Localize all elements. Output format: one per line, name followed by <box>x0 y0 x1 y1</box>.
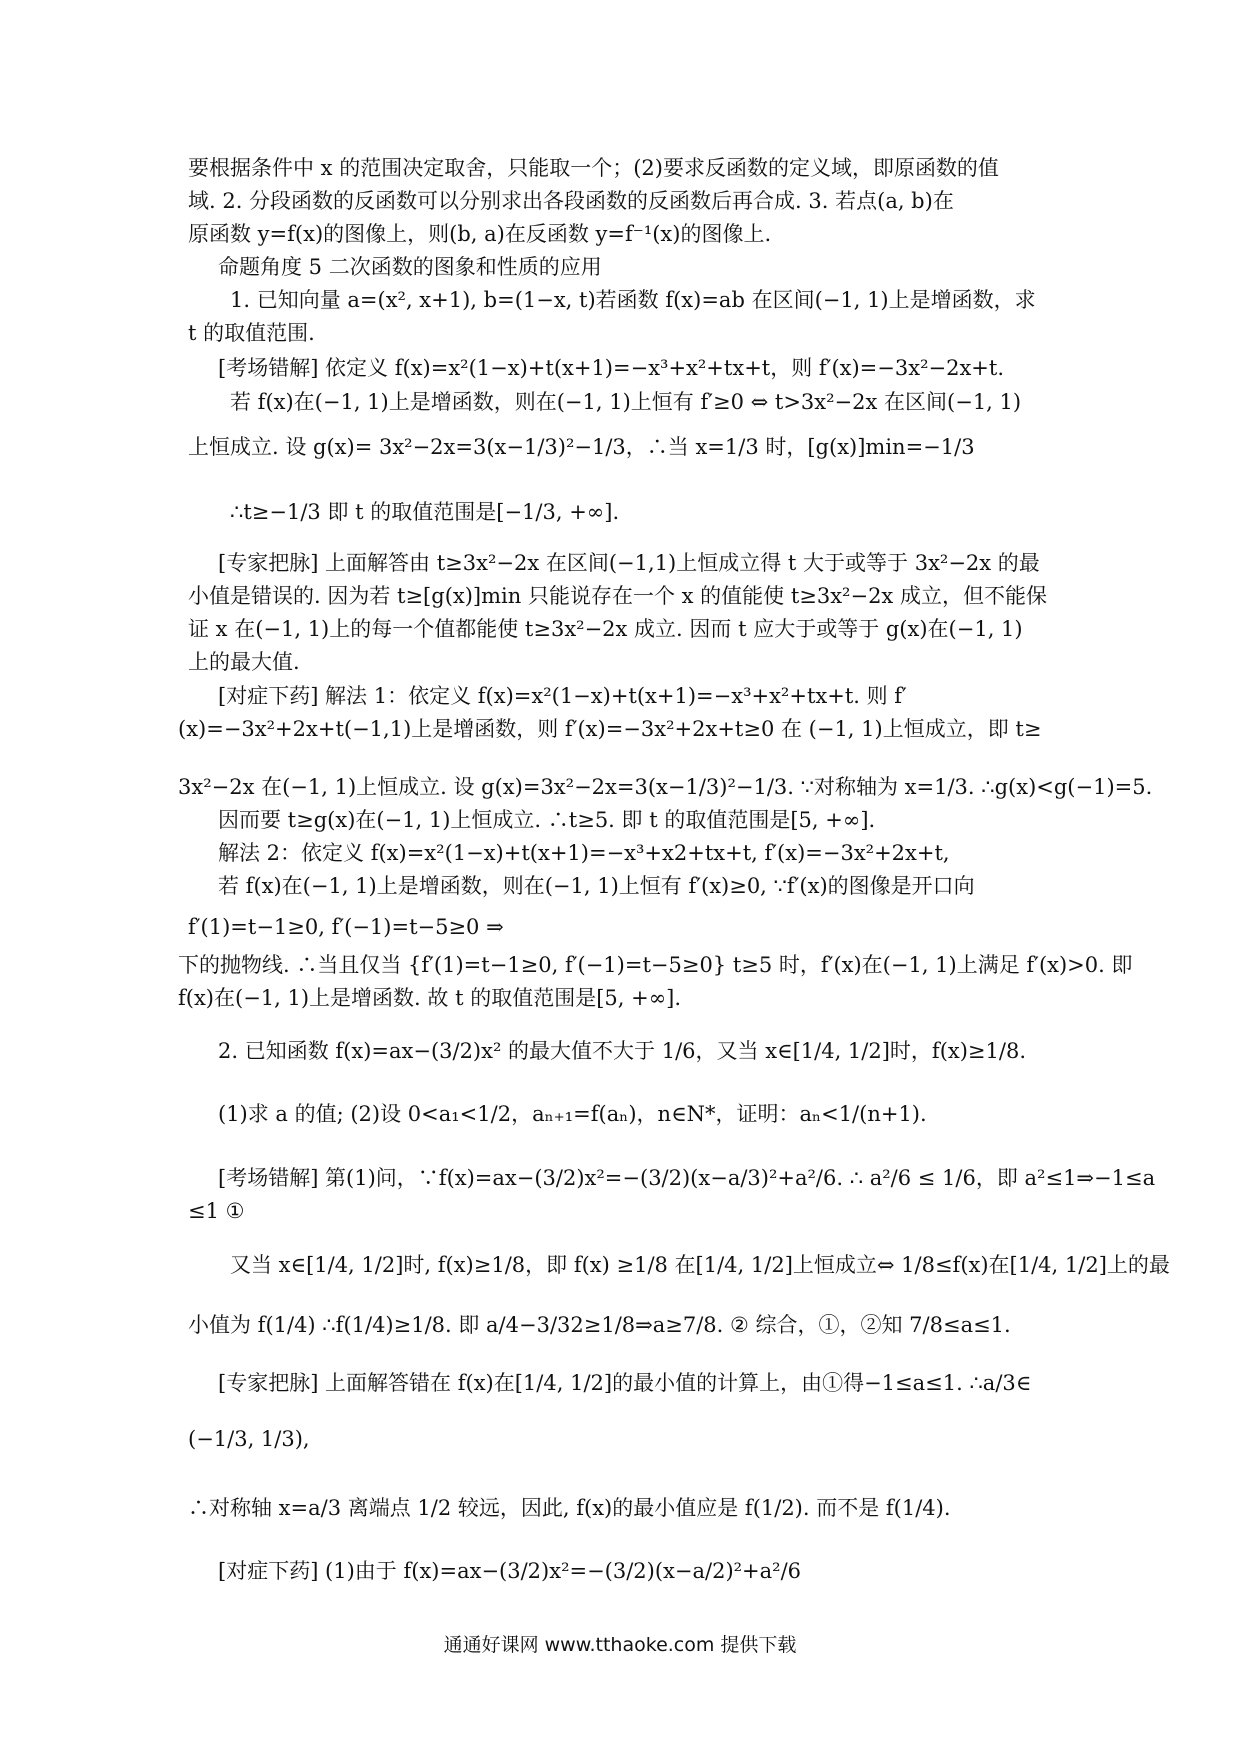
text-line: 域. 2. 分段函数的反函数可以分别求出各段函数的反函数后再合成. 3. 若点(a, b)在 <box>188 189 954 213</box>
text-line: 原函数 y=f(x)的图像上，则(b, a)在反函数 y=f⁻¹(x)的图像上. <box>188 222 772 246</box>
text-line: 命题角度 5 二次函数的图象和性质的应用 <box>218 255 602 279</box>
text-line: 若 f(x)在(−1, 1)上是增函数，则在(−1, 1)上恒有 f′≥0 ⇔ t>3x²−2x 在区间(−1, 1) <box>230 390 1022 414</box>
text-line: f(x)在(−1, 1)上是增函数. 故 t 的取值范围是[5, +∞]. <box>178 986 682 1010</box>
text-line: (1)求 a 的值; (2)设 0<a₁<1/2，aₙ₊₁=f(aₙ)，n∈N*，证明：aₙ<1/(n+1). <box>218 1102 927 1126</box>
text-line: 又当 x∈[1/4, 1/2]时, f(x)≥1/8，即 f(x) ≥1/8 在[1/4, 1/2]上恒成立⇔ 1/8≤f(x)在[1/4, 1/2]上的最 <box>230 1253 1170 1277</box>
text-line: 解法 2：依定义 f(x)=x²(1−x)+t(x+1)=−x³+x2+tx+t, f′(x)=−3x²+2x+t, <box>218 841 950 865</box>
text-line: 因而要 t≥g(x)在(−1, 1)上恒成立. ∴t≥5. 即 t 的取值范围是[5, +∞]. <box>218 808 876 832</box>
text-line: t 的取值范围. <box>188 321 315 345</box>
text-line: 上恒成立. 设 g(x)= 3x²−2x=3(x−1/3)²−1/3，∴当 x=1/3 时，[g(x)]min=−1/3 <box>188 435 975 459</box>
text-line: (−1/3, 1/3), <box>188 1427 310 1451</box>
text-line: ∴对称轴 x=a/3 离端点 1/2 较远，因此, f(x)的最小值应是 f(1/2). 而不是 f(1/4). <box>188 1496 951 1520</box>
text-line: 小值为 f(1/4) ∴f(1/4)≥1/8. 即 a/4−3/32≥1/8⇒a≥7/8. ② 综合，①，②知 7/8≤a≤1. <box>188 1313 1011 1337</box>
text-line: 若 f(x)在(−1, 1)上是增函数，则在(−1, 1)上恒有 f′(x)≥0, ∵f′(x)的图像是开口向 <box>218 874 975 898</box>
page-footer: 通通好课网 www.tthaoke.com 提供下载 <box>443 1634 797 1656</box>
text-line: 下的抛物线. ∴当且仅当 {f′(1)=t−1≥0, f′(−1)=t−5≥0} t≥5 时，f′(x)在(−1, 1)上满足 f′(x)>0. 即 <box>178 953 1133 977</box>
text-line: [考场错解] 依定义 f(x)=x²(1−x)+t(x+1)=−x³+x²+tx+t，则 f′(x)=−3x²−2x+t. <box>218 356 1004 380</box>
text-line: 1. 已知向量 a=(x², x+1), b=(1−x, t)若函数 f(x)=ab 在区间(−1, 1)上是增函数，求 <box>230 288 1036 312</box>
text-line: 要根据条件中 x 的范围决定取舍，只能取一个；(2)要求反函数的定义域，即原函数的值 <box>188 156 999 180</box>
text-line: 2. 已知函数 f(x)=ax−(3/2)x² 的最大值不大于 1/6，又当 x∈[1/4, 1/2]时，f(x)≥1/8. <box>218 1039 1026 1063</box>
text-line: 小值是错误的. 因为若 t≥[g(x)]min 只能说存在一个 x 的值能使 t≥3x²−2x 成立，但不能保 <box>188 584 1047 608</box>
text-line: (x)=−3x²+2x+t(−1,1)上是增函数，则 f′(x)=−3x²+2x+t≥0 在 (−1, 1)上恒成立，即 t≥ <box>178 717 1042 741</box>
text-line: [对症下药] (1)由于 f(x)=ax−(3/2)x²=−(3/2)(x−a/2)²+a²/6 <box>218 1559 802 1583</box>
text-line: [考场错解] 第(1)问，∵f(x)=ax−(3/2)x²=−(3/2)(x−a/3)²+a²/6. ∴ a²/6 ≤ 1/6，即 a²≤1⇒−1≤a <box>218 1166 1156 1190</box>
text-line: 3x²−2x 在(−1, 1)上恒成立. 设 g(x)=3x²−2x=3(x−1/3)²−1/3. ∵对称轴为 x=1/3. ∴g(x)<g(−1)=5. <box>178 775 1153 799</box>
text-line: [对症下药] 解法 1：依定义 f(x)=x²(1−x)+t(x+1)=−x³+x²+tx+t. 则 f′ <box>218 684 907 708</box>
text-line: [专家把脉] 上面解答错在 f(x)在[1/4, 1/2]的最小值的计算上，由①得−1≤a≤1. ∴a/3∈ <box>218 1371 1032 1395</box>
text-line: ∴t≥−1/3 即 t 的取值范围是[−1/3, +∞]. <box>230 500 620 524</box>
text-line: ≤1 ① <box>188 1199 245 1223</box>
text-line: [专家把脉] 上面解答由 t≥3x²−2x 在区间(−1,1)上恒成立得 t 大于或等于 3x²−2x 的最 <box>218 551 1040 575</box>
text-line: 证 x 在(−1, 1)上的每一个值都能使 t≥3x²−2x 成立. 因而 t 应大于或等于 g(x)在(−1, 1) <box>188 617 1023 641</box>
text-line: 上的最大值. <box>188 650 300 674</box>
text-line: f′(1)=t−1≥0, f′(−1)=t−5≥0 ⇒ <box>188 915 504 939</box>
